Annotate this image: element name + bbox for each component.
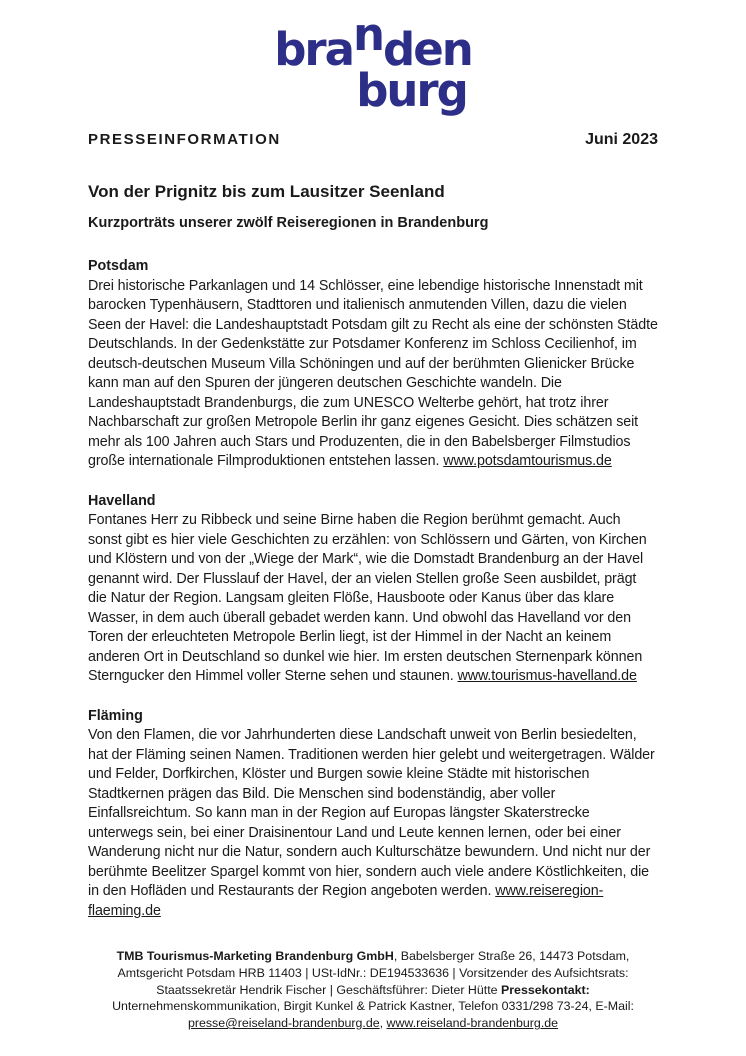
page-title: Von der Prignitz bis zum Lausitzer Seenland — [88, 182, 445, 202]
link-tourismus-havelland[interactable]: www.tourismus-havelland.de — [457, 668, 637, 685]
logo-part-bra: bra — [274, 23, 353, 76]
footer-contact: Unternehmenskommunikation, Birgit Kunkel & Patrick Kastner, Telefon 0331/298 73-24, E-Mail: — [112, 999, 634, 1014]
section-havelland — [88, 492, 658, 687]
section-text-potsdam: Drei historische Parkanlagen und 14 Schlösser, eine lebendige historische Innenstadt mit barocken Typenhäusern, Stadttoren und italienisch anmutenden Villen, dazu die vielen Seen der Havel: die Landeshauptstadt Potsdam gilt zu Recht als eine der schönsten Städte Deutschlands. In der Gedenkstätte zur Potsdamer Konferenz im Schloss Cecilienhof, im deutsch-deutschen Museum Villa Schöningen und auf der berühmten Glienicker Brücke kann man auf den Spuren der jüngeren deutschen Geschichte wandeln. Die Landeshauptstadt Brandenburgs, die zum UNESCO Welterbe gehört, hat trotz ihrer Nachbarschaft zur großen Metropole Berlin ihr ganz eigenes Gesicht. Dies schätzen seit mehr als 100 Jahren auch Stars und Produzenten, die in den Babelsberger Filmstudios große internationale Filmproduktionen entstehen lassen. — [88, 277, 658, 470]
section-body-havelland — [88, 511, 658, 687]
page-subtitle: Kurzporträts unserer zwölf Reiseregionen in Brandenburg — [88, 215, 489, 232]
footer-pressekontakt-label: Pressekontakt: — [500, 982, 590, 997]
section-flaeming — [88, 707, 658, 922]
header-row — [88, 131, 658, 149]
logo-line-burg: burg — [356, 64, 467, 118]
logo-part-den: den — [383, 23, 472, 76]
section-heading-flaeming: Fläming — [88, 707, 143, 724]
section-heading-havelland: Havelland — [88, 492, 156, 509]
footer-email-link[interactable]: presse@reiseland-brandenburg.de — [187, 1016, 380, 1031]
imprint-footer — [88, 948, 658, 1042]
link-reiseregion-flaeming[interactable]: www.reiseregion-flaeming.de — [88, 883, 604, 919]
presseinformation-label: PRESSEINFORMATION — [88, 131, 281, 149]
section-text-havelland: Fontanes Herr zu Ribbeck und seine Birne haben die Region berühmt gemacht. Auch sonst gibt es hier viele Geschichten zu erzählen: von Schlössern und Gärten, von Kirchen und Klöstern und von der „Wiege der Mark“, wie die Domstadt Brandenburg an der Havel genannt wird. Der Flusslauf der Havel, der an vielen Stellen große Seen ausbildet, prägt die Natur der Region. Langsam gleiten Flöße, Hausboote oder Kanus über das klare Wasser, in dem auch überall gebadet werden kann. Und obwohl das Havelland vor den Toren der erleuchteten Metropole Berlin liegt, ist der Himmel in der Nacht an keinem anderen Ort in Deutschland so dunkel wie hier. Im ersten deutschen Sternenpark können Sterngucker den Himmel voller Sterne sehen und staunen. — [88, 512, 647, 685]
brandenburg-logo-wordmark — [274, 8, 472, 118]
section-body-potsdam — [88, 277, 658, 472]
logo-raised-n: n — [352, 8, 384, 61]
section-potsdam — [88, 257, 658, 472]
section-heading-potsdam: Potsdam — [88, 258, 149, 275]
footer-address: , Babelsberger Straße 26, 14473 Potsdam, Amtsgericht Potsdam HRB 11403 | USt-IdNr.: DE194533636 | Vorsitzender des Aufsichtsrats: Staatssekretär Hendrik Fischer | Geschäftsführer: Dieter Hütte — [117, 949, 630, 997]
date-label: Juni 2023 — [585, 131, 658, 149]
section-text-flaeming: Von den Flamen, die vor Jahrhunderten diese Landschaft unweit von Berlin besiedelten, hat der Fläming seinen Namen. Traditionen werden hier gelebt und weitergetragen. Wälder und Felder, Dorfkirchen, Klöster und Burgen sowie kleine Städte mit historischen Stadtkernen prägen das Bild. Die Menschen sind bodenständig, aber voller Einfallsreichtum. So kann man in der Region auf Europas längster Skaterstrecke unterwegs sein, bei einer Draisinentour Land und Leute kennen lernen, oder bei einer Wanderung nicht nur die Natur, sondern auch Kulturschätze bewundern. Und nicht nur der berühmte Beelitzer Spargel kommt von hier, sondern auch viele andere Köstlichkeiten, die in den Hofläden und Restaurants der Region angeboten werden. — [88, 727, 655, 900]
footer-website-link[interactable]: www.reiseland-brandenburg.de — [386, 1016, 559, 1031]
brandenburg-logo — [88, 8, 658, 118]
footer-link-separator: , — [379, 1016, 387, 1031]
link-potsdamtourismus[interactable]: www.potsdamtourismus.de — [443, 453, 612, 470]
section-body-flaeming — [88, 726, 658, 921]
footer-company-name: TMB Tourismus-Marketing Brandenburg GmbH — [116, 949, 394, 964]
